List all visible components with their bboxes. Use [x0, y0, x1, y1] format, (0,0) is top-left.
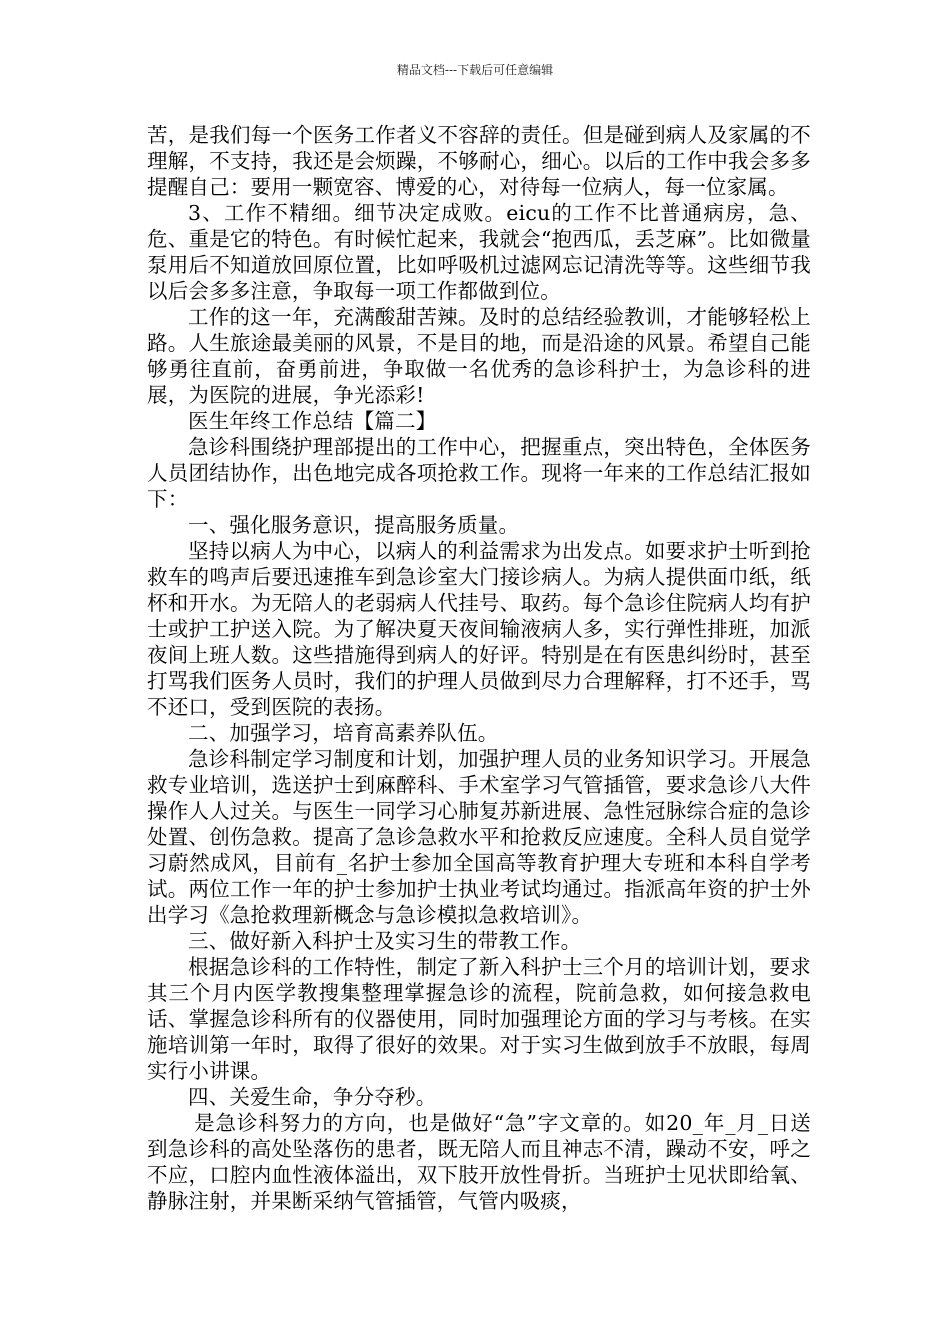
paragraph-service: 坚持以病人为中心，以病人的利益需求为出发点。如要求护士听到抢救车的鸣声后要迅速推车到急诊室大门接诊病人。为病人提供面巾纸，纸杯和开水。为无陪人的老弱病人代挂号、取药。每个急诊住院病人均有护士或护工护送入院。为了解决夏天夜间输液病人多，实行弹性排班，加派夜间上班人数。这些措施得到病人的好评。特别是在有医患纠纷时，甚至打骂我们医务人员时，我们的护理人员做到尽力合理解释，打不还手，骂不还口，受到医院的表扬。	[147, 539, 811, 719]
paragraph-learning: 急诊科制定学习制度和计划，加强护理人员的业务知识学习。开展急救专业培训，选送护士到麻醉科、手术室学习气管插管，要求急诊八大件操作人人过关。与医生一同学习心肺复苏新进展、急性冠脉综合症的急诊处置、创伤急救。提高了急诊急救水平和抢救反应速度。全科人员自觉学习蔚然成风，目前有_名护士参加全国高等教育护理大专班和本科自学考试。两位工作一年的护士参加护士执业考试均通过。指派高年资的护士外出学习《急抢救理新概念与急诊模拟急救培训》。	[147, 747, 811, 927]
paragraph-intro: 急诊科围绕护理部提出的工作中心，把握重点，突出特色，全体医务人员团结协作，出色地完成各项抢救工作。现将一年来的工作总结汇报如下：	[147, 435, 811, 511]
subheading-4: 四、关爱生命，争分夺秒。	[188, 1085, 437, 1109]
paragraph-continuation: 苦，是我们每一个医务工作者义不容辞的责任。但是碰到病人及家属的不理解，不支持，我还是会烦躁，不够耐心，细心。以后的工作中我会多多提醒自己：要用一颗宽容、博爱的心，对待每一位病人，每一位家属。	[147, 123, 811, 199]
subheading-2: 二、加强学习，培育高素养队伍。	[188, 721, 499, 745]
document-body	[147, 122, 811, 1214]
subheading-3: 三、做好新入科护士及实习生的带教工作。	[188, 929, 582, 953]
paragraph-training: 根据急诊科的工作特性，制定了新入科护士三个月的培训计划，要求其三个月内医学教搜集整理掌握急诊的流程，院前急救，如何接急救电话、掌握急诊科所有的仪器使用，同时加强理论方面的学习与考核。在实施培训第一年时，取得了很好的效果。对于实习生做到放手不放眼，每周实行小讲课。	[147, 955, 811, 1083]
subheading-1: 一、强化服务意识，提高服务质量。	[188, 513, 520, 537]
paragraph-closing: 工作的这一年，充满酸甜苦辣。及时的总结经验教训，才能够轻松上路。人生旅途最美丽的风景，不是目的地，而是沿途的风景。希望自己能够勇往直前，奋勇前进，争取做一名优秀的急诊科护士，为急诊科的进展，为医院的进展，争光添彩!	[147, 305, 811, 407]
paragraph-life: 是急诊科努力的方向，也是做好“急”字文章的。如20_年_月_日送到急诊科的高处坠落伤的患者，既无陪人而且神志不清，躁动不安，呼之不应，口腔内血性液体溢出，双下肢开放性骨折。当班护士见状即给氧、静脉注射，并果断采纳气管插管，气管内吸痰，	[147, 1111, 811, 1213]
section-heading-part-two: 医生年终工作总结【篇二】	[188, 409, 437, 433]
page-header: 精品文档---下载后可任意编辑	[396, 63, 554, 77]
paragraph-item-3: 3、工作不精细。细节决定成败。eicu的工作不比普通病房，急、危、重是它的特色。有时候忙起来，我就会“抱西瓜，丢芝麻”。比如微量泵用后不知道放回原位置，比如呼吸机过滤网忘记清洗等等。这些细节我以后会多多注意，争取每一项工作都做到位。	[147, 201, 811, 303]
